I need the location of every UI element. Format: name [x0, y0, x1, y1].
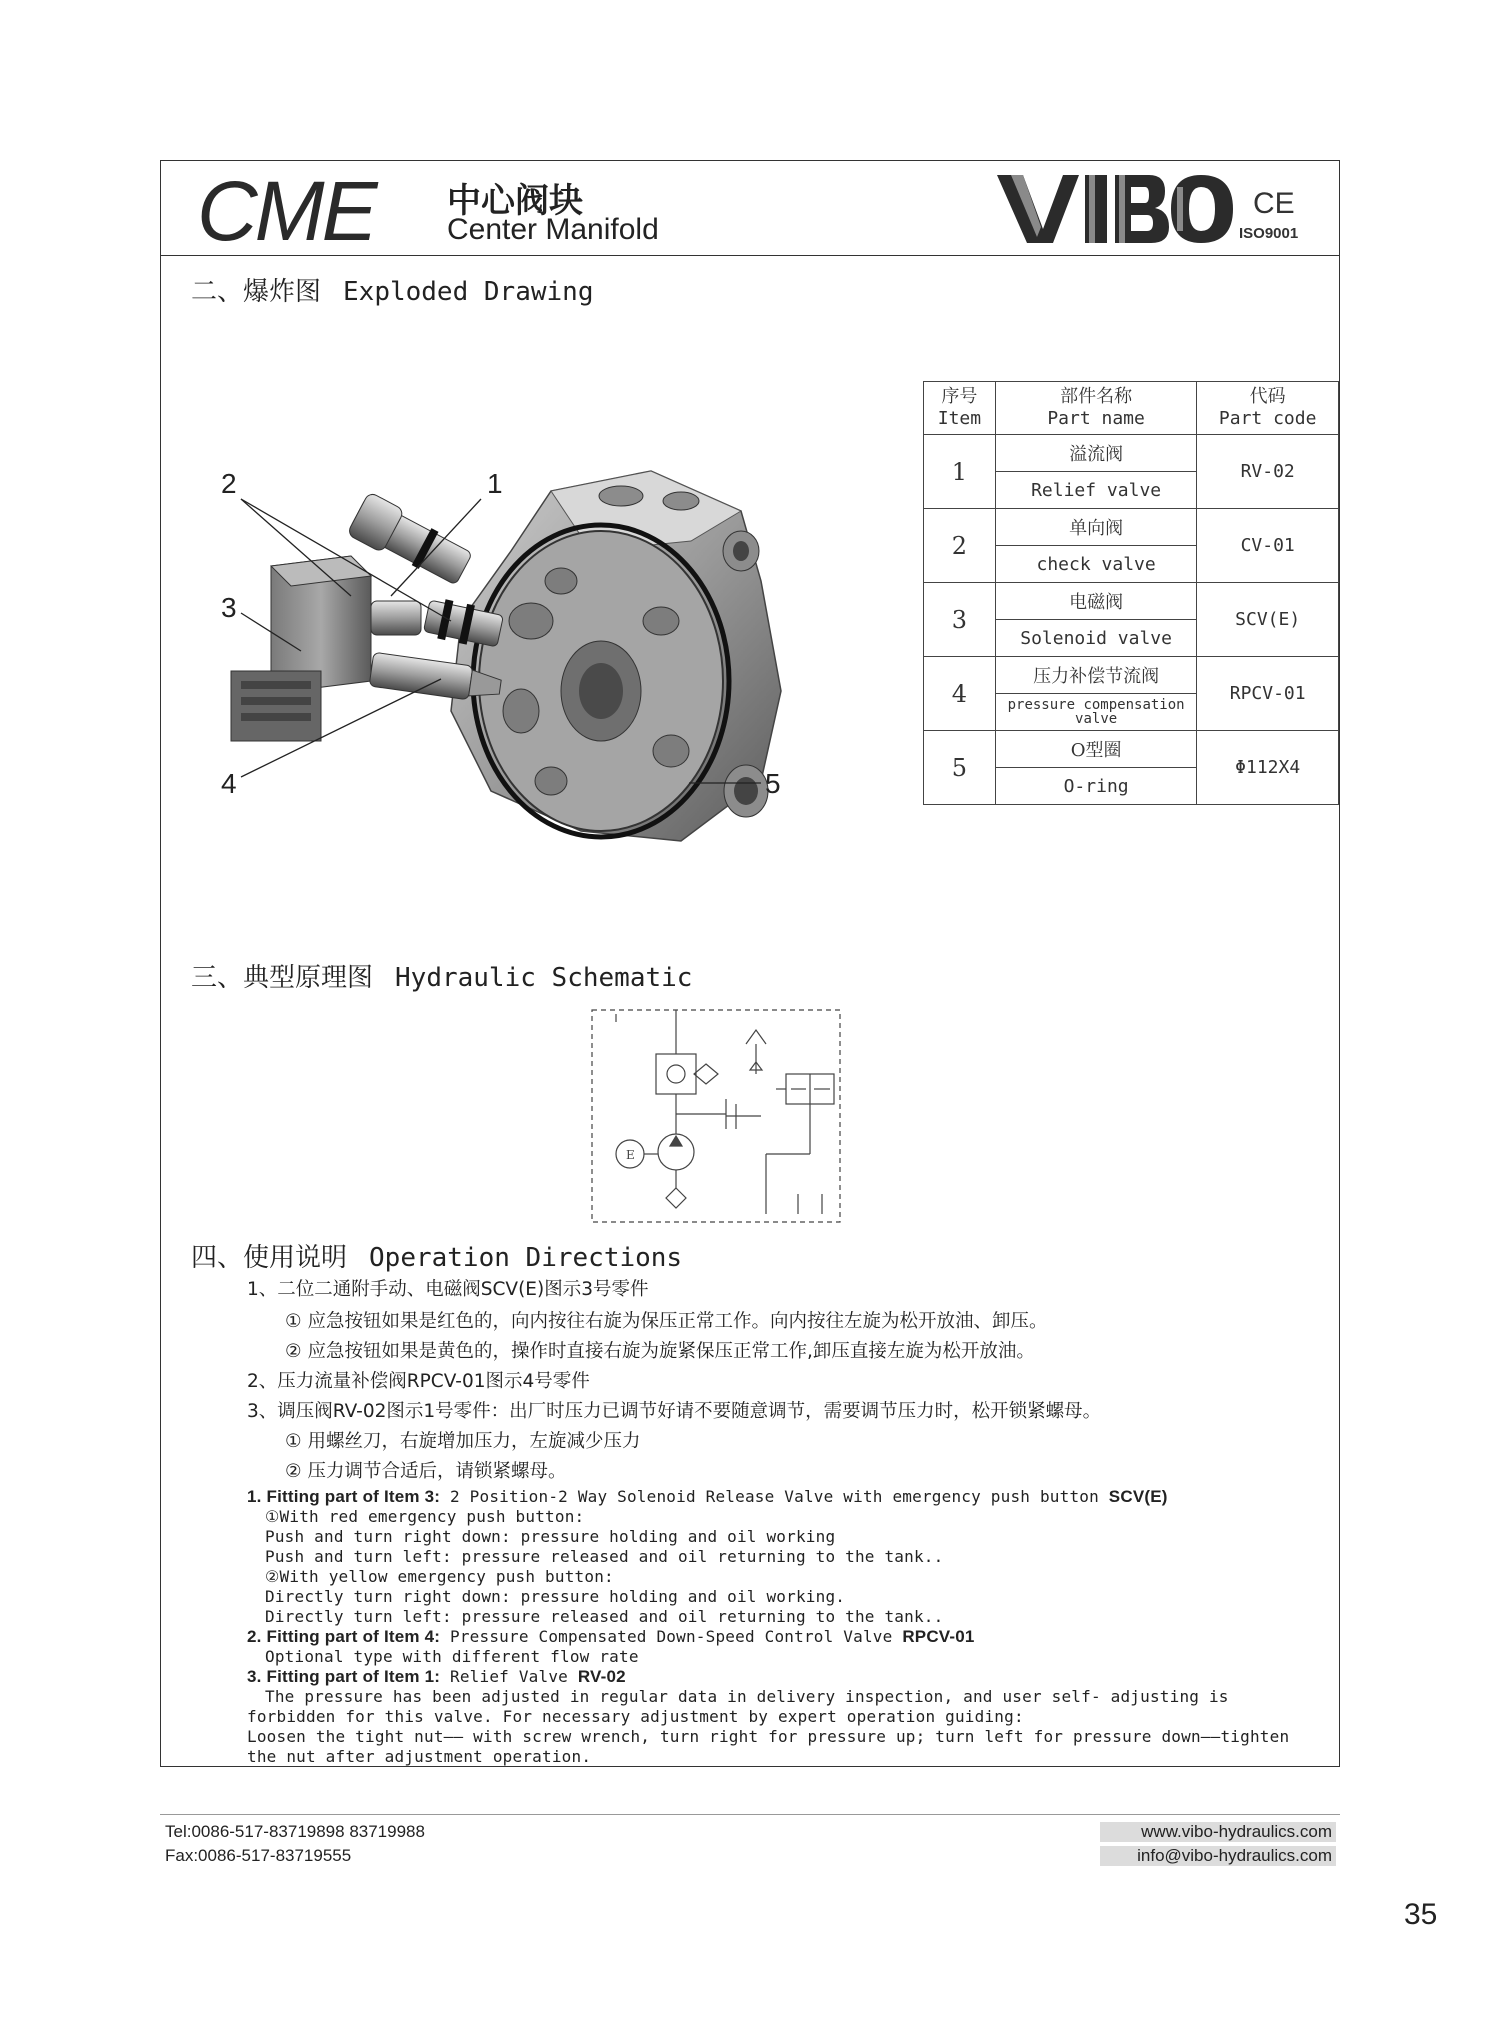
- op-en-line: Optional type with different flow rate: [265, 1647, 639, 1666]
- parts-table-header: [924, 382, 1339, 435]
- op-en-line: the nut after adjustment operation.: [247, 1747, 592, 1766]
- svg-text:E: E: [626, 1148, 635, 1162]
- datasheet-frame: [160, 160, 1340, 1767]
- op-cn-4: 2、压力流量补偿阀RPCV-01图示4号零件: [247, 1371, 590, 1392]
- callout-4: 4: [221, 768, 237, 799]
- footer-fax: Fax:0086-517-83719555: [165, 1846, 352, 1865]
- footer-rule: [160, 1814, 1340, 1815]
- op-en-line: ②With yellow emergency push button:: [265, 1567, 614, 1586]
- table-row: 4 压力补偿节流阀 RPCV-01: [924, 657, 1339, 694]
- op-cn-5: 3、调压阀RV-02图示1号零件：出厂时压力已调节好请不要随意调节，需要调节压力时，松开锁紧螺母。: [247, 1401, 1102, 1422]
- section-operation-en: Operation Directions: [369, 1243, 683, 1273]
- section-exploded-cn: 二、爆炸图: [191, 277, 322, 307]
- vibo-logo: [997, 171, 1237, 247]
- op-en-item3: 1. Fitting part of Item 3: 2 Position-2 Way Solenoid Release Valve with emergency push button SCV(E): [247, 1487, 1168, 1506]
- section-operation-heading: [191, 1237, 682, 1274]
- header-item: 序号 Item: [924, 382, 996, 435]
- iso-cert: ISO9001: [1239, 225, 1299, 242]
- op-cn-6: ① 用螺丝刀，右旋增加压力，左旋减少压力: [285, 1431, 641, 1452]
- footer-tel: Tel:0086-517-83719898 83719988: [165, 1822, 425, 1841]
- op-en-line: forbidden for this valve. For necessary adjustment by expert operation guiding:: [247, 1707, 1024, 1726]
- op-cn-7: ② 压力调节合适后，请锁紧螺母。: [285, 1461, 567, 1482]
- model-code: CME: [197, 164, 375, 258]
- footer-website[interactable]: www.vibo-hydraulics.com: [1100, 1822, 1336, 1842]
- header-bar: [161, 161, 1339, 256]
- op-en-line: Directly turn right down: pressure holding and oil working.: [265, 1587, 846, 1606]
- exploded-drawing: [201, 391, 881, 861]
- table-row: 3 电磁阀 SCV(E): [924, 583, 1339, 620]
- op-en-item1: 3. Fitting part of Item 1: Relief Valve RV-02: [247, 1667, 626, 1686]
- op-en-item4: 2. Fitting part of Item 4: Pressure Compensated Down-Speed Control Valve RPCV-01: [247, 1627, 975, 1646]
- title-en: Center Manifold: [447, 213, 659, 246]
- op-cn-1: 1、二位二通附手动、电磁阀SCV(E)图示3号零件: [247, 1279, 649, 1300]
- title-cn: 中心阀块: [447, 181, 583, 221]
- op-en-line: The pressure has been adjusted in regular data in delivery inspection, and user self- adjusting is: [265, 1687, 1229, 1706]
- op-en-line: ①With red emergency push button:: [265, 1507, 585, 1526]
- table-row: 2 单向阀 CV-01: [924, 509, 1339, 546]
- section-exploded-heading: [191, 271, 593, 308]
- callout-1: 1: [487, 468, 503, 499]
- op-en-line: Directly turn left: pressure released and oil returning to the tank..: [265, 1607, 944, 1626]
- op-en-line: Loosen the tight nut—— with screw wrench, turn right for pressure up; turn left for pressure down——tighten: [247, 1727, 1290, 1746]
- header-part-name: 部件名称 Part name: [995, 382, 1197, 435]
- section-exploded-en: Exploded Drawing: [343, 277, 594, 307]
- op-en-line: Push and turn right down: pressure holding and oil working: [265, 1527, 836, 1546]
- page-number: 35: [1404, 1898, 1438, 1931]
- manifold-body: [451, 471, 781, 841]
- ce-mark: CE: [1253, 187, 1295, 220]
- table-row: 5 O型圈 Φ112X4: [924, 731, 1339, 768]
- section-operation-cn: 四、使用说明: [191, 1243, 348, 1273]
- section-schematic-heading: [191, 957, 692, 994]
- callout-5: 5: [765, 768, 781, 799]
- callout-3: 3: [221, 592, 237, 623]
- solenoid-valve: [231, 556, 421, 741]
- table-row: 1 溢流阀 RV-02: [924, 435, 1339, 472]
- header-part-code: 代码 Part code: [1197, 382, 1339, 435]
- hydraulic-schematic: [586, 1004, 846, 1229]
- footer-email[interactable]: info@vibo-hydraulics.com: [1100, 1846, 1336, 1866]
- op-en-line: Push and turn left: pressure released and oil returning to the tank..: [265, 1547, 944, 1566]
- section-schematic-en: Hydraulic Schematic: [395, 963, 693, 993]
- parts-table: 序号 Item 部件名称 Part name 代码 Part code 1 溢流阀 RV-02 Relief valve 2 单向阀 CV-01 check valve 3 电磁阀 SCV(E) Solenoid valve 4 压力补偿节流阀 RPCV-01 pressure compensation valve 5 O型圈 Φ112X4 O-ring: [923, 381, 1339, 805]
- op-cn-3: ② 应急按钮如果是黄色的，操作时直接右旋为旋紧保压正常工作,卸压直接左旋为松开放油。: [285, 1341, 1035, 1362]
- callout-2: 2: [221, 468, 237, 499]
- section-schematic-cn: 三、典型原理图: [191, 963, 374, 993]
- op-cn-2: ① 应急按钮如果是红色的，向内按往右旋为保压正常工作。向内按往左旋为松开放油、卸压。: [285, 1311, 1048, 1332]
